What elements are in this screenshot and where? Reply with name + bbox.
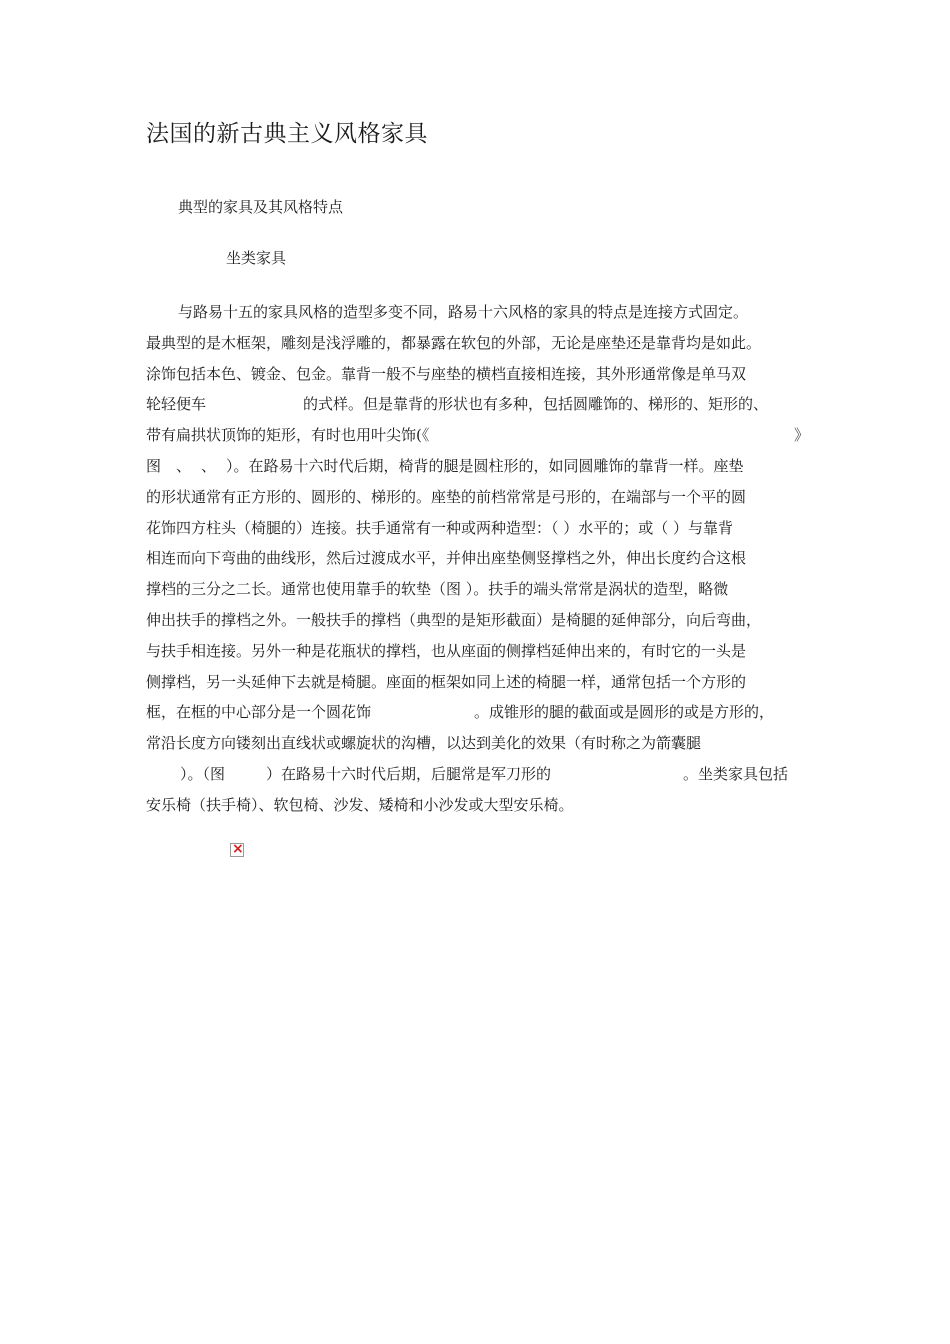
paragraph-text: 涂饰包括本色、镀金、包金。靠背一般不与座垫的横档直接相连接，其外形通常像是单马双 — [146, 364, 747, 383]
paragraph-text: 常沿长度方向镂刻出直线状或螺旋状的沟槽，以达到美化的效果（有时称之为箭囊腿 — [146, 734, 702, 753]
paragraph-text: 的形状通常有正方形的、圆形的、梯形的。座垫的前档常常是弓形的，在端部与一个平的圆 — [146, 487, 747, 506]
paragraph-text: 安乐椅（扶手椅）、软包椅、沙发、矮椅和小沙发或大型安乐椅。 — [146, 795, 574, 814]
section-heading: 典型的家具及其风格特点 — [178, 198, 344, 216]
paragraph-text: ）在路易十六时代后期，后腿常是军刀形的 — [266, 764, 552, 783]
paragraph-text: 。成锥形的腿的截面或是圆形的或是方形的， — [474, 703, 775, 722]
paragraph-line — [146, 667, 806, 698]
paragraph-text: 轮轻便车 — [146, 395, 207, 414]
paragraph-text: 与扶手相连接。另外一种是花瓶状的撑档，也从座面的侧撑档延伸出来的，有时它的一头是 — [146, 641, 747, 660]
paragraph-line — [146, 728, 806, 759]
paragraph-text: 带有扁拱状顶饰的矩形，有时也用叶尖饰(《 — [146, 426, 430, 445]
paragraph-line — [146, 605, 806, 636]
paragraph-text: 》 — [794, 426, 810, 445]
paragraph-text: 、 — [176, 456, 192, 475]
paragraph-text: 与路易十五的家具风格的造型多变不同，路易十六风格的家具的特点是连接方式固定。 — [178, 303, 749, 321]
paragraph-text: 。坐类家具包括 — [683, 764, 789, 783]
paragraph-line — [146, 328, 806, 359]
paragraph-line — [146, 420, 810, 451]
body-paragraph — [146, 297, 810, 821]
paragraph-text: 相连而向下弯曲的曲线形，然后过渡成水平，并伸出座垫侧竖撑档之外，伸出长度约合这根 — [146, 549, 747, 568]
paragraph-text: 花饰四方柱头（椅腿的）连接。扶手通常有一种或两种造型：（ ）水平的；或（ ）与靠背 — [146, 518, 734, 537]
paragraph-text: 、 — [201, 456, 217, 475]
paragraph-line — [146, 389, 806, 420]
paragraph-line — [146, 513, 806, 544]
paragraph-line — [146, 359, 806, 390]
page-title: 法国的新古典主义风格家具 — [146, 121, 428, 147]
paragraph-line — [146, 790, 806, 821]
figure-reference: 图 — [146, 456, 162, 475]
paragraph-text: 框，在框的中心部分是一个圆花饰 — [146, 703, 372, 722]
paragraph-line — [146, 697, 806, 728]
paragraph-text: 侧撑档，另一头延伸下去就是椅腿。座面的框架如同上述的椅腿一样，通常包括一个方形的 — [146, 672, 747, 691]
paragraph-text: ）。在路易十六时代后期，椅背的腿是圆柱形的，如同圆雕饰的靠背一样。座垫 — [226, 456, 744, 475]
paragraph-line — [146, 297, 806, 328]
paragraph-text: 的式样。但是靠背的形状也有多种，包括圆雕饰的、梯形的、矩形的、 — [303, 395, 769, 414]
paragraph-text: 最典型的是木框架，雕刻是浅浮雕的，都暴露在软包的外部，无论是座垫还是靠背均是如此。 — [146, 333, 762, 352]
paragraph-line — [146, 543, 806, 574]
paragraph-line — [146, 451, 806, 482]
sub-heading: 坐类家具 — [226, 249, 287, 267]
broken-image-icon — [230, 843, 244, 857]
figure-reference: ）。（图 — [180, 764, 226, 783]
paragraph-line — [146, 482, 806, 513]
paragraph-text: 伸出扶手的撑档之外。一般扶手的撑档（典型的是矩形截面）是椅腿的延伸部分，向后弯曲， — [146, 610, 762, 629]
paragraph-line — [146, 636, 806, 667]
paragraph-line — [146, 574, 806, 605]
paragraph-line — [146, 759, 806, 790]
paragraph-text: 撑档的三分之二长。通常也使用靠手的软垫（图 ）。扶手的端头常常是涡状的造型，略微 — [146, 580, 729, 599]
